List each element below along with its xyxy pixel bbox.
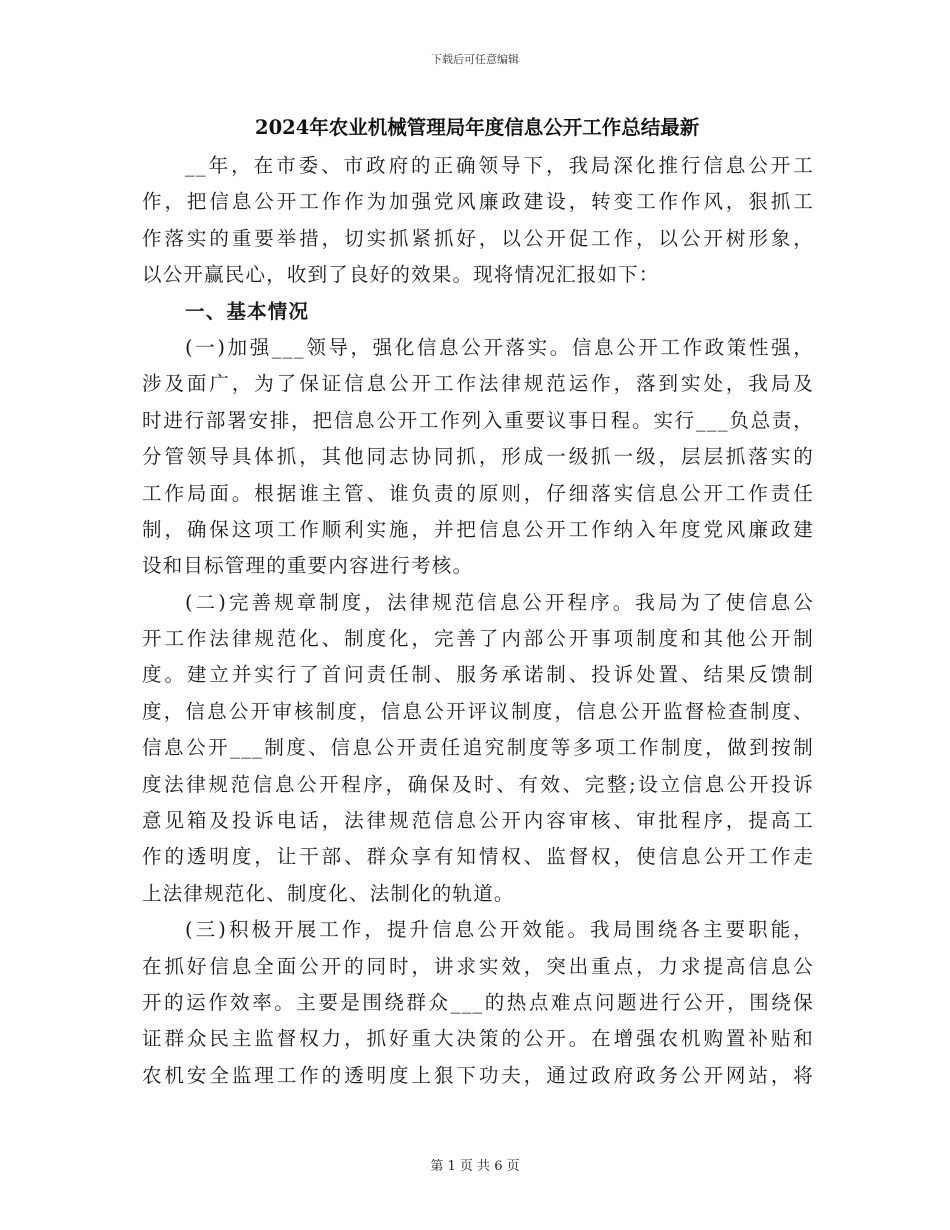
text-line: 设和目标管理的重要内容进行考核。 (142, 554, 474, 578)
document-title: 2024年农业机械管理局年度信息公开工作总结最新 (255, 116, 700, 139)
text-line: 意见箱及投诉电话，法律规范信息公开内容审核、审批程序，提高工 (142, 809, 814, 833)
text-line: 开的运作效率。主要是围绕群众___的热点难点问题进行公开，围绕保 (142, 990, 814, 1014)
text-line: 开工作法律规范化、制度化，完善了内部公开事项制度和其他公开制 (142, 627, 814, 651)
text-line: 涉及面广，为了保证信息公开工作法律规范运作，落到实处，我局及 (142, 372, 814, 396)
text-line: __年，在市委、市政府的正确领导下，我局深化推行信息公开工 (185, 154, 814, 177)
document-body (142, 148, 814, 1094)
text-line: (二)完善规章制度，法律规范信息公开程序。我局为了使信息公 (185, 590, 814, 614)
section-heading: 一、基本情况 (185, 299, 310, 323)
text-line: 上法律规范化、制度化、法制化的轨道。 (142, 881, 515, 905)
text-line: 度法律规范信息公开程序，确保及时、有效、完整;设立信息公开投诉 (142, 772, 814, 796)
text-line: 工作局面。根据谁主管、谁负责的原则，仔细落实信息公开工作责任 (142, 481, 814, 505)
text-line: 作，把信息公开工作作为加强党风廉政建设，转变工作作风，狠抓工 (142, 190, 814, 214)
text-line: 作落实的重要举措，切实抓紧抓好，以公开促工作，以公开树形象， (142, 226, 814, 250)
text-line: 以公开赢民心，收到了良好的效果。现将情况汇报如下： (142, 263, 660, 287)
text-line: 作的透明度，让干部、群众享有知情权、监督权，使信息公开工作走 (142, 845, 814, 869)
text-line: 在抓好信息全面公开的同时，讲求实效，突出重点，力求提高信息公 (142, 954, 814, 978)
page-indicator: 第 1 页 共 6 页 (430, 1159, 520, 1174)
text-line: 时进行部署安排，把信息公开工作列入重要议事日程。实行___负总责， (142, 408, 814, 432)
text-line: 农机安全监理工作的透明度上狠下功夫，通过政府政务公开网站，将 (142, 1063, 814, 1087)
page-header-note: 下载后可任意编辑 (431, 53, 519, 66)
text-line: 分管领导具体抓，其他同志协同抓，形成一级抓一级，层层抓落实的 (142, 445, 814, 469)
text-line: 度。建立并实行了首问责任制、服务承诺制、投诉处置、结果反馈制 (142, 663, 814, 687)
text-line: 制，确保这项工作顺利实施，并把信息公开工作纳入年度党风廉政建 (142, 517, 814, 541)
text-line: 证群众民主监督权力，抓好重大决策的公开。在增强农机购置补贴和 (142, 1027, 814, 1051)
text-line: (三)积极开展工作，提升信息公开效能。我局围绕各主要职能， (185, 918, 814, 942)
text-line: (一)加强___领导，强化信息公开落实。信息公开工作政策性强， (185, 335, 814, 359)
text-line: 信息公开___制度、信息公开责任追究制度等多项工作制度，做到按制 (142, 736, 814, 760)
text-line: 度，信息公开审核制度，信息公开评议制度，信息公开监督检查制度、 (142, 699, 814, 723)
